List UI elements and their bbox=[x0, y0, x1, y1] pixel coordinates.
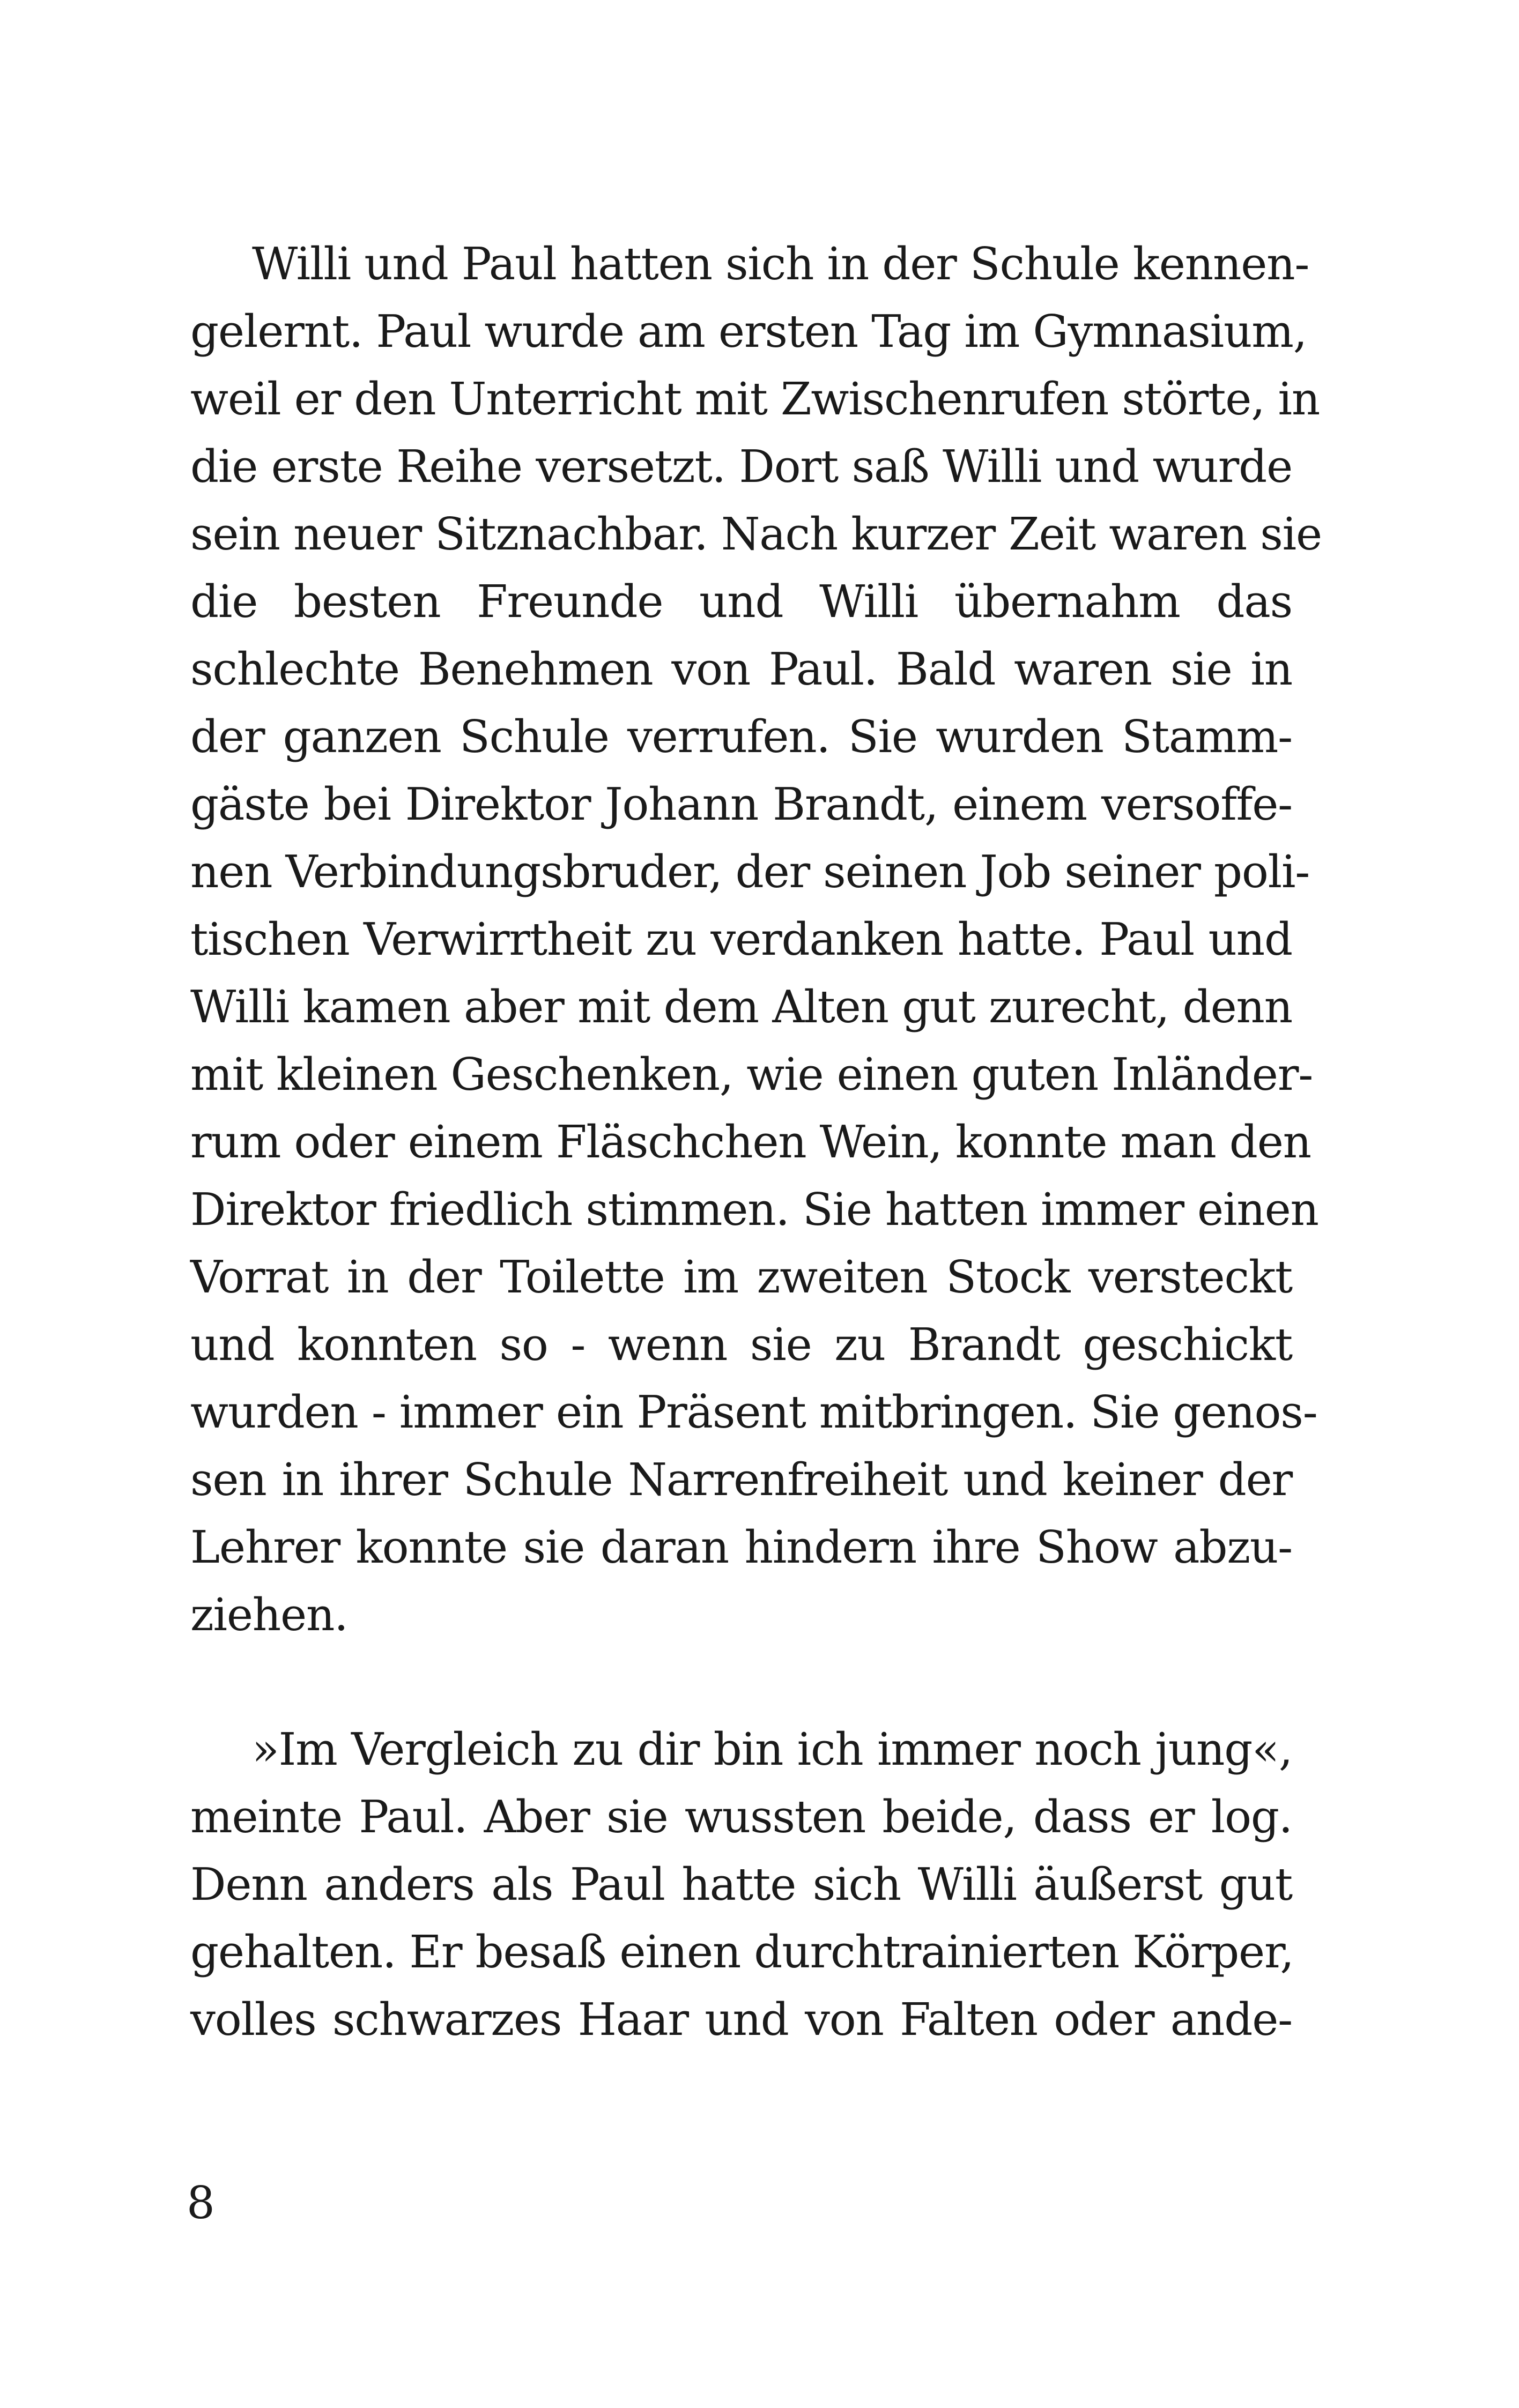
text-line: »Im Vergleich zu dir bin ich immer noch jung«, bbox=[252, 1723, 1292, 1775]
text-line: Direktor friedlich stimmen. Sie hatten immer einen bbox=[190, 1184, 1318, 1236]
text-line: tischen Verwirrtheit zu verdanken hatte. Paul und bbox=[190, 913, 1292, 965]
text-line: meinte Paul. Aber sie wussten beide, dass er log. bbox=[190, 1791, 1292, 1843]
text-line: gelernt. Paul wurde am ersten Tag im Gymnasium, bbox=[190, 306, 1307, 358]
text-line: gäste bei Direktor Johann Brandt, einem versoffe- bbox=[190, 778, 1292, 830]
text-line: rum oder einem Fläschchen Wein, konnte man den bbox=[190, 1116, 1311, 1168]
text-line: volles schwarzes Haar und von Falten oder ande- bbox=[190, 1994, 1292, 2046]
paragraph bbox=[190, 231, 1322, 1649]
text-line: der ganzen Schule verrufen. Sie wurden Stamm- bbox=[190, 711, 1292, 763]
text-line: schlechte Benehmen von Paul. Bald waren sie in bbox=[190, 643, 1292, 695]
text-line: Lehrer konnte sie daran hindern ihre Show abzu- bbox=[190, 1521, 1292, 1573]
text-line: nen Verbindungsbruder, der seinen Job seiner poli- bbox=[190, 846, 1310, 898]
text-line: Willi und Paul hatten sich in der Schule kennen- bbox=[252, 238, 1309, 290]
text-line: die besten Freunde und Willi übernahm das bbox=[190, 576, 1292, 628]
body-text bbox=[190, 231, 1322, 2054]
text-line: Denn anders als Paul hatte sich Willi äußerst gut bbox=[190, 1859, 1292, 1911]
text-line: weil er den Unterricht mit Zwischenrufen störte, in bbox=[190, 373, 1320, 425]
paragraph bbox=[190, 1716, 1292, 2054]
text-line: mit kleinen Geschenken, wie einen guten Inländer- bbox=[190, 1049, 1313, 1101]
text-line: die erste Reihe versetzt. Dort saß Willi und wurde bbox=[190, 441, 1292, 493]
text-line: Willi kamen aber mit dem Alten gut zurecht, denn bbox=[190, 981, 1292, 1033]
page-number: 8 bbox=[187, 2177, 215, 2229]
text-line: Vorrat in der Toilette im zweiten Stock versteckt bbox=[190, 1251, 1292, 1303]
text-line: und konnten so - wenn sie zu Brandt geschickt bbox=[190, 1319, 1292, 1371]
text-line: wurden - immer ein Präsent mitbringen. Sie genos- bbox=[190, 1386, 1317, 1438]
text-line: gehalten. Er besaß einen durchtrainierten Körper, bbox=[190, 1926, 1294, 1978]
text-line: sen in ihrer Schule Narrenfreiheit und keiner der bbox=[190, 1454, 1292, 1506]
paragraph-spacer bbox=[190, 1649, 1292, 1716]
text-line: ziehen. bbox=[190, 1589, 348, 1641]
text-line: sein neuer Sitznachbar. Nach kurzer Zeit waren sie bbox=[190, 508, 1322, 560]
